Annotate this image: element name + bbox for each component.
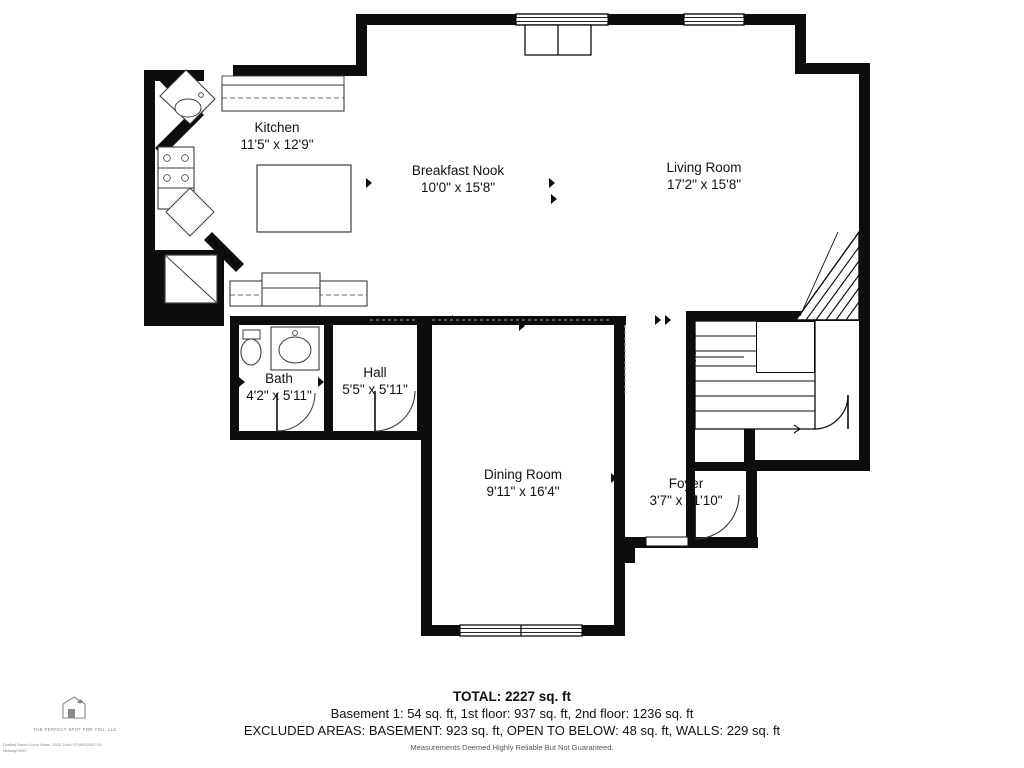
room-dimensions: 11'5" x 12'9" bbox=[240, 137, 314, 153]
room-dimensions: 9'11" x 16'4" bbox=[486, 484, 560, 500]
excluded-areas: EXCLUDED AREAS: BASEMENT: 923 sq. ft, OPEN TO BELOW: 48 sq. ft, WALLS: 229 sq. ft bbox=[243, 723, 781, 738]
room-label-kitchen bbox=[240, 119, 313, 154]
kitchen-fixtures bbox=[158, 70, 367, 306]
house-logo-icon bbox=[55, 694, 95, 720]
room-label-bath bbox=[246, 370, 312, 405]
interior-openings bbox=[370, 320, 625, 393]
room-name: Bath bbox=[265, 371, 293, 386]
room-dimensions: 5'5" x 5'11" bbox=[342, 382, 408, 398]
room-dimensions: 10'0" x 15'8" bbox=[420, 180, 496, 196]
room-dimensions: 17'2" x 15'8" bbox=[666, 177, 742, 193]
area-summary bbox=[0, 689, 1024, 738]
room-name: Dining Room bbox=[483, 467, 563, 482]
total-area: TOTAL: 2227 sq. ft bbox=[452, 689, 572, 704]
room-name: Hall bbox=[363, 365, 387, 380]
room-dimensions: 3'7" x 11'10" bbox=[649, 493, 723, 509]
room-label-hall bbox=[342, 364, 408, 399]
disclaimer-text: Measurements Deemed Highly Reliable But Not Guaranteed. bbox=[410, 743, 614, 752]
room-name: Foyer bbox=[668, 476, 704, 491]
brand-logo bbox=[20, 694, 130, 732]
room-name: Kitchen bbox=[254, 120, 300, 135]
room-dimensions: 4'2" x 5'11" bbox=[246, 388, 312, 404]
room-name: Breakfast Nook bbox=[411, 163, 505, 178]
room-label-dining-room bbox=[484, 466, 562, 501]
brand-name: THE PERFECT SPOT FOR YOU, LLC bbox=[33, 727, 117, 732]
room-label-breakfast-nook bbox=[412, 162, 504, 197]
staircase bbox=[690, 321, 848, 433]
room-label-foyer bbox=[649, 475, 722, 510]
drafting-fineprint: Drafted Based Upon Meas. 2020 Job#: 0719202002 GL: Midway/0000 bbox=[3, 742, 104, 753]
room-label-living-room bbox=[666, 159, 741, 194]
stair-hatch-living-room bbox=[796, 232, 859, 320]
floor-breakdown: Basement 1: 54 sq. ft, 1st floor: 937 sq. ft, 2nd floor: 1236 sq. ft bbox=[330, 706, 694, 721]
room-name: Living Room bbox=[666, 160, 742, 175]
